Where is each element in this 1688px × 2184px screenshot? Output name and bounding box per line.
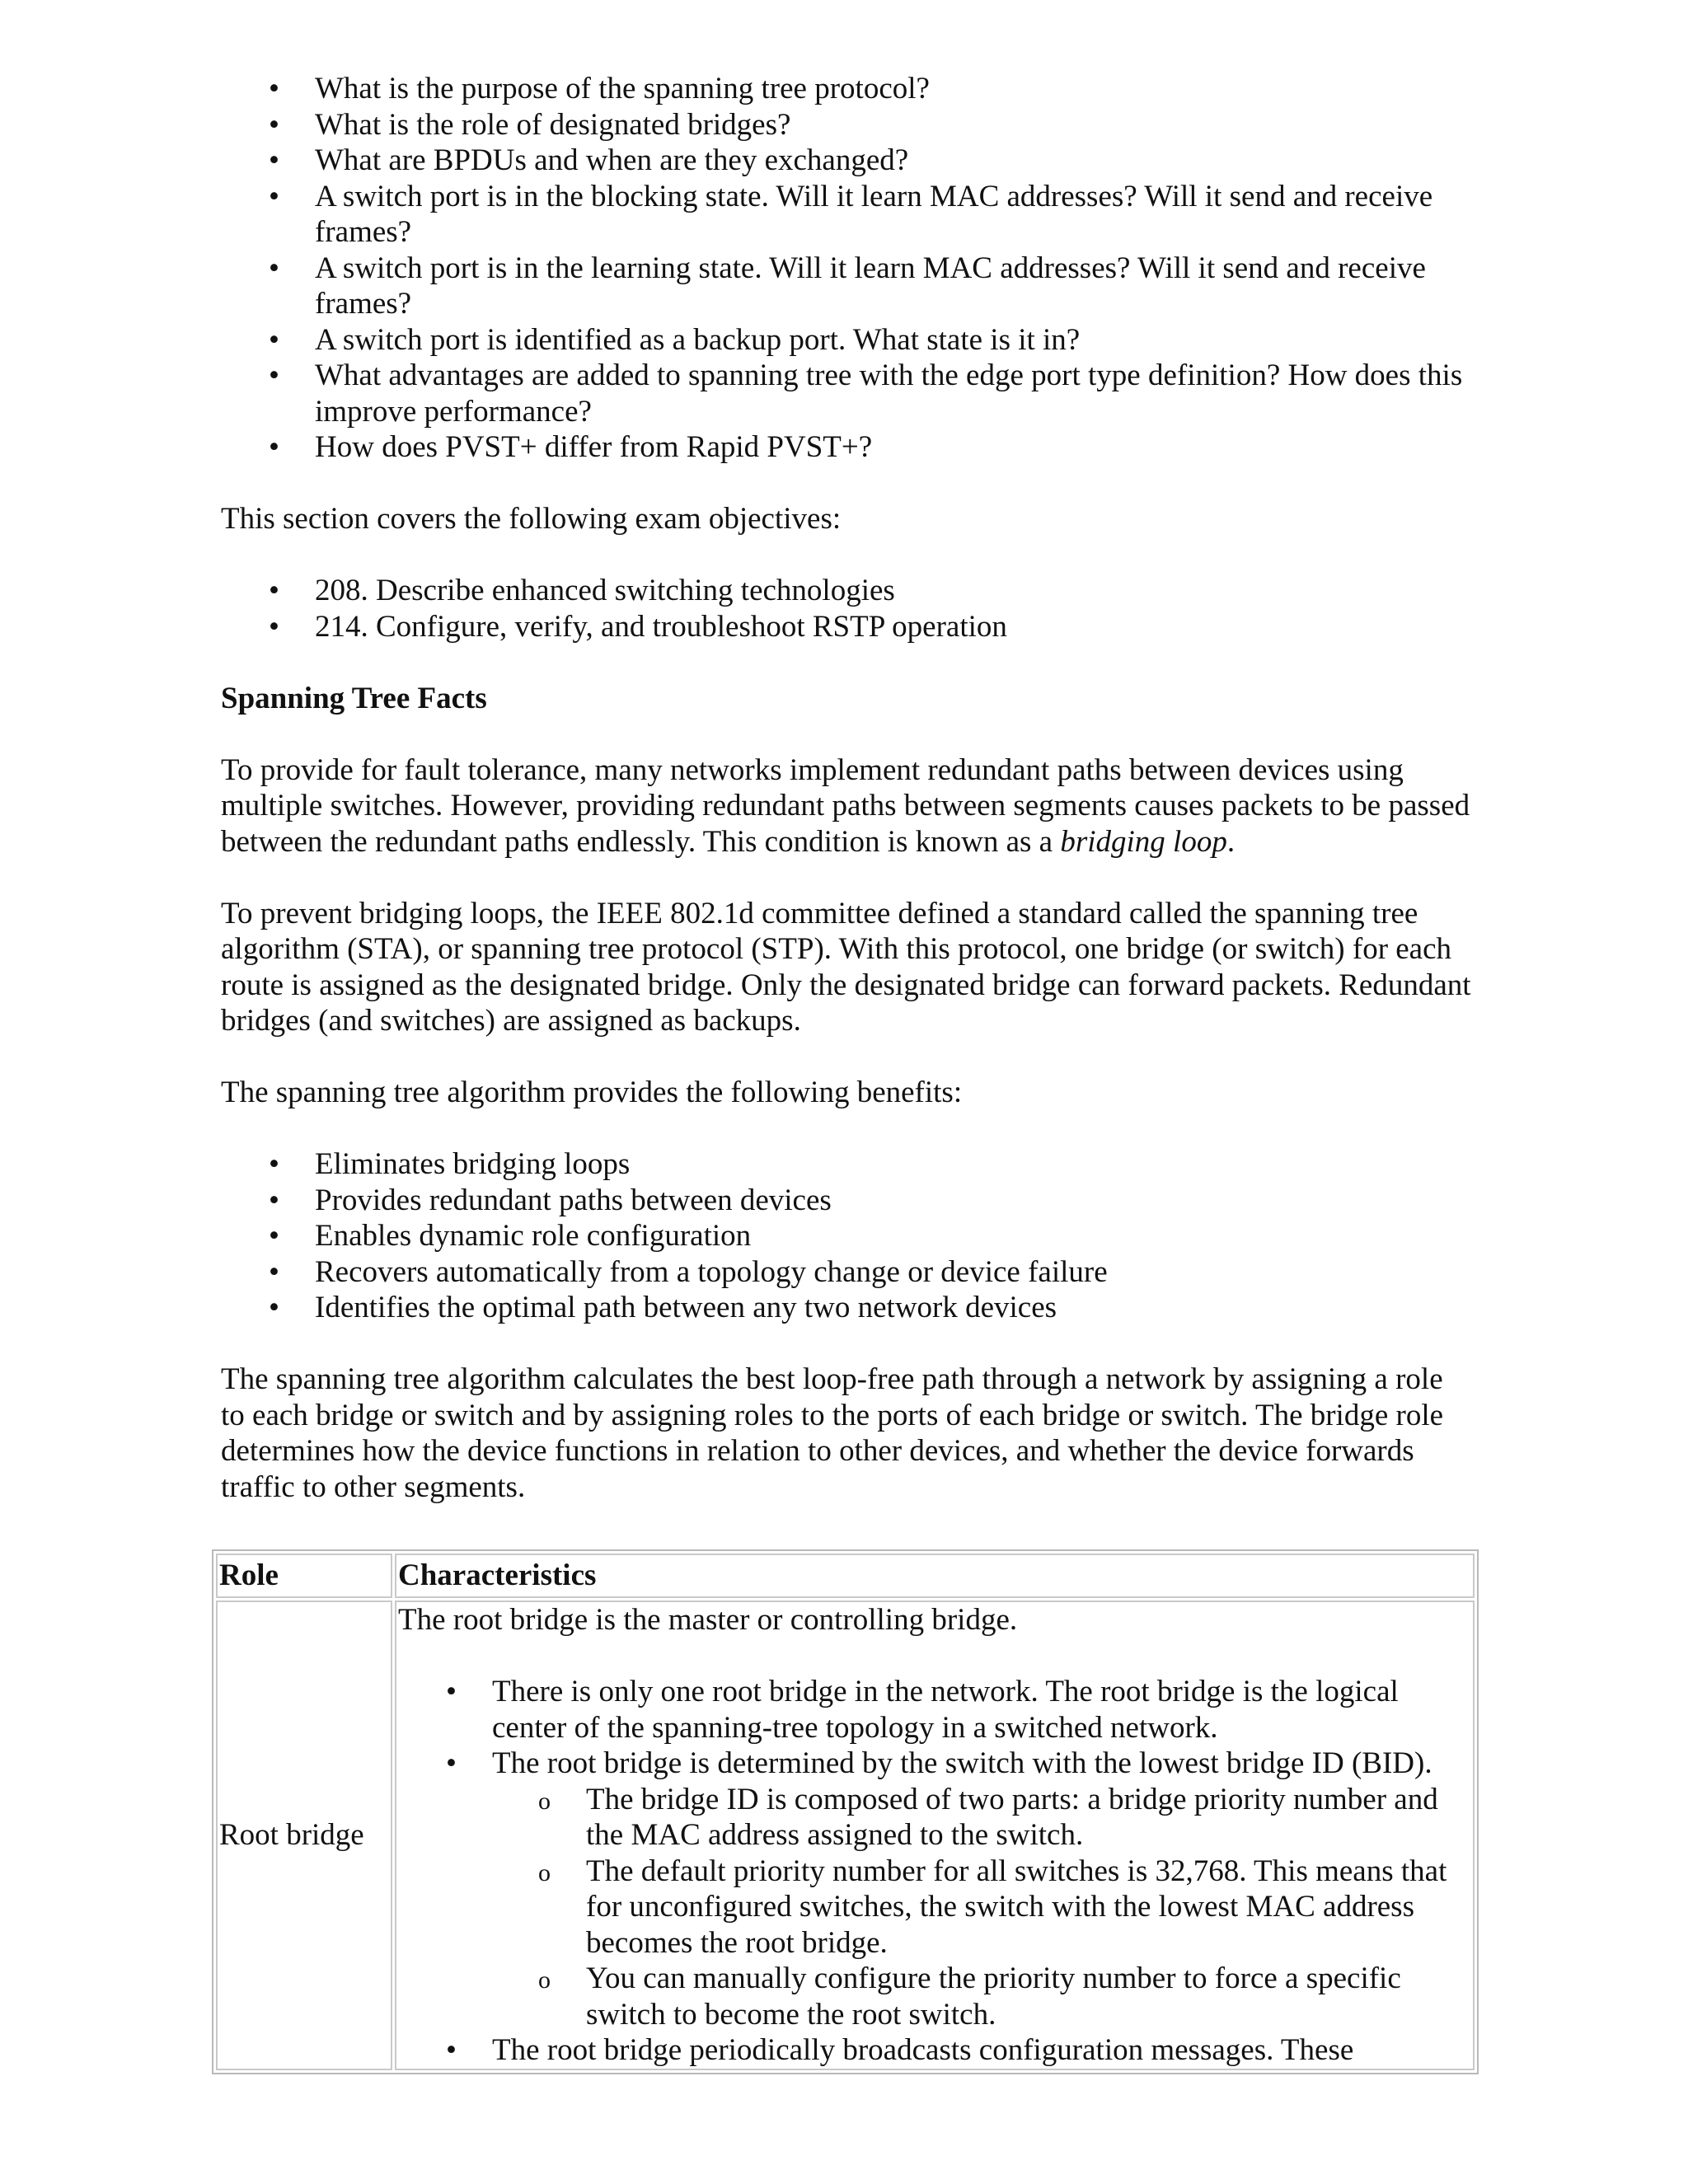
list-item: • The root bridge periodically broadcasts configuration messages. These — [398, 2032, 1473, 2069]
list-item: • Provides redundant paths between devices — [221, 1183, 1474, 1219]
section-heading: Spanning Tree Facts — [221, 681, 487, 715]
paragraph-bridging-loop — [221, 752, 1474, 860]
benefits-list — [221, 1146, 1474, 1326]
page-content — [221, 71, 1474, 1505]
paragraph-text: To provide for fault tolerance, many networks implement redundant paths between devices using multiple switches. However, providing redundant paths between segments causes packets to be passed between the redundant paths endlessly. This condition is known as a — [221, 752, 1470, 859]
paragraph-end: . — [1226, 824, 1236, 859]
sub-list-item: o The bridge ID is composed of two parts: a bridge priority number and the MAC address assigned to the switch. — [492, 1782, 1473, 1854]
list-item: • A switch port is in the blocking state. Will it learn MAC addresses? Will it send and receive frames? — [221, 179, 1474, 251]
list-item: • How does PVST+ differ from Rapid PVST+? — [221, 429, 1474, 466]
list-item: • Identifies the optimal path between any two network devices — [221, 1290, 1474, 1326]
paragraph-roles: The spanning tree algorithm calculates the best loop-free path through a network by assigning a role to each bridge or switch and by assigning roles to the ports of each bridge or switch. The bridge role determines how the device functions in relation to other devices, and whether the device forwards traffic to other segments. — [221, 1362, 1444, 1504]
role-cell: Root bridge — [216, 1601, 392, 2070]
sub-list — [492, 1782, 1473, 2033]
list-item: • What is the role of designated bridges? — [221, 107, 1474, 143]
characteristics-list — [398, 1674, 1473, 2069]
table-header-row — [216, 1554, 1475, 1598]
benefits-intro: The spanning tree algorithm provides the following benefits: — [221, 1076, 963, 1109]
list-item: • 208. Describe enhanced switching technologies — [221, 573, 1474, 609]
characteristics-cell — [395, 1601, 1475, 2070]
list-item: • 214. Configure, verify, and troubleshoot RSTP operation — [221, 609, 1474, 645]
list-item — [398, 1746, 1473, 2032]
sub-list-item: o The default priority number for all switches is 32,768. This means that for unconfigured switches, the switch with the lowest MAC address becomes the root bridge. — [492, 1854, 1473, 1961]
list-item: • Eliminates bridging loops — [221, 1146, 1474, 1183]
cell-intro: The root bridge is the master or controlling bridge. — [398, 1603, 1018, 1637]
list-item: • Enables dynamic role configuration — [221, 1218, 1474, 1254]
list-item: • There is only one root bridge in the network. The root bridge is the logical center of the spanning-tree topology in a switched network. — [398, 1674, 1473, 1746]
roles-table — [212, 1549, 1479, 2074]
list-item: • Recovers automatically from a topology change or device failure — [221, 1254, 1474, 1291]
objectives-intro: This section covers the following exam objectives: — [221, 502, 842, 536]
list-item-text: The root bridge is determined by the switch with the lowest bridge ID (BID). — [492, 1746, 1432, 1780]
list-item: • A switch port is identified as a backup port. What state is it in? — [221, 322, 1474, 359]
table-row — [216, 1601, 1475, 2070]
review-questions-list — [221, 71, 1474, 466]
header-role: Role — [216, 1554, 392, 1598]
emphasis-term: bridging loop — [1060, 824, 1227, 859]
list-item: • What advantages are added to spanning tree with the edge port type definition? How does this improve performance? — [221, 358, 1474, 429]
sub-list-item: o You can manually configure the priority number to force a specific switch to become the root switch. — [492, 1961, 1473, 2032]
header-characteristics: Characteristics — [395, 1554, 1475, 1598]
objectives-list — [221, 573, 1474, 644]
list-item: • What is the purpose of the spanning tree protocol? — [221, 71, 1474, 107]
list-item: • A switch port is in the learning state. Will it learn MAC addresses? Will it send and receive frames? — [221, 251, 1474, 322]
paragraph-stp-standard: To prevent bridging loops, the IEEE 802.1d committee defined a standard called the spanning tree algorithm (STA), or spanning tree protocol (STP). With this protocol, one bridge (or switch) for each route is assigned as the designated bridge. Only the designated bridge can forward packets. Redundant bridges (and switches) are assigned as backups. — [221, 896, 1471, 1038]
list-item: • What are BPDUs and when are they exchanged? — [221, 143, 1474, 179]
